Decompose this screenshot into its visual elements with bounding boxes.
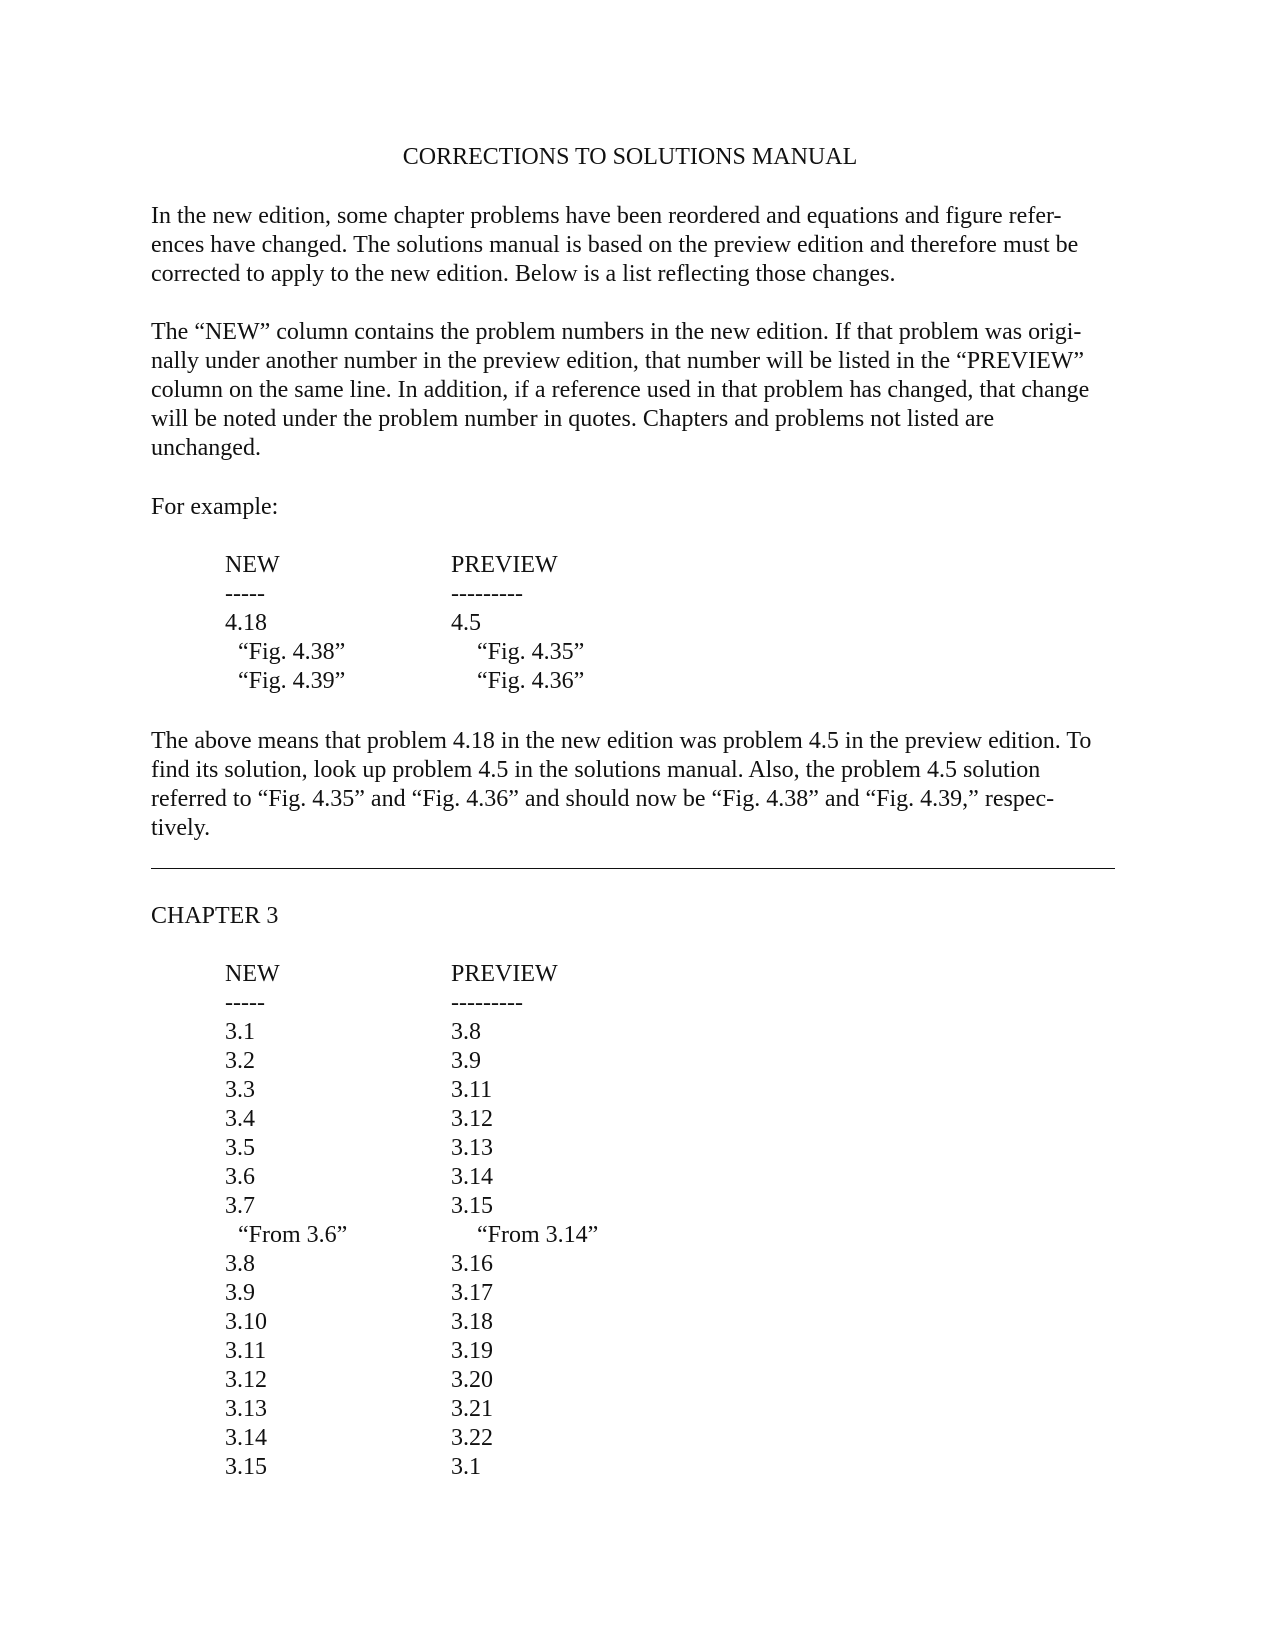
explanation-line: The “NEW” column contains the problem numbers in the new edition. If that problem was origi- (151, 319, 1082, 345)
table-header-row (225, 960, 777, 989)
column-header-preview: PREVIEW (451, 961, 558, 987)
preview-number: 3.22 (451, 1425, 493, 1451)
new-reference: “From 3.6” (238, 1222, 348, 1248)
table-row (225, 1221, 777, 1250)
explanation-line: nally under another number in the preview edition, that number will be listed in the “PREVIEW” (151, 348, 1085, 374)
preview-number: 3.11 (451, 1077, 493, 1103)
column-header-preview: PREVIEW (451, 552, 558, 578)
new-number: 3.3 (225, 1077, 255, 1103)
explanation-paragraph (151, 318, 1121, 463)
table-row (225, 1163, 777, 1192)
new-reference: “Fig. 4.39” (238, 668, 346, 694)
preview-number: 3.17 (451, 1280, 493, 1306)
preview-reference: “Fig. 4.36” (477, 668, 585, 694)
table-header-row (225, 551, 777, 580)
table-row (225, 1018, 777, 1047)
table-row (225, 1424, 777, 1453)
page-title: CORRECTIONS TO SOLUTIONS MANUAL (402, 144, 858, 170)
divider-preview: --------- (451, 990, 523, 1016)
preview-number: 3.9 (451, 1048, 481, 1074)
new-number: 3.9 (225, 1280, 255, 1306)
divider-new: ----- (225, 581, 265, 607)
explanation-line: column on the same line. In addition, if a reference used in that problem has changed, that change (151, 377, 1090, 403)
example-explanation-line: tively. (151, 815, 211, 841)
explanation-line: will be noted under the problem number in quotes. Chapters and problems not listed are (151, 406, 995, 432)
table-row (225, 1279, 777, 1308)
chapter-3-table (225, 960, 777, 1482)
table-row (225, 1134, 777, 1163)
preview-number: 4.5 (451, 610, 481, 636)
table-row (225, 1250, 777, 1279)
preview-number: 3.12 (451, 1106, 493, 1132)
preview-number: 3.20 (451, 1367, 493, 1393)
preview-number: 3.8 (451, 1019, 481, 1045)
new-number: 3.15 (225, 1454, 267, 1480)
preview-reference: “Fig. 4.35” (477, 639, 585, 665)
new-number: 3.5 (225, 1135, 255, 1161)
new-number: 3.2 (225, 1048, 255, 1074)
preview-number: 3.21 (451, 1396, 493, 1422)
table-divider-row (225, 580, 777, 609)
preview-number: 3.14 (451, 1164, 493, 1190)
divider-new: ----- (225, 990, 265, 1016)
example-label: For example: (151, 494, 279, 520)
table-row (225, 638, 777, 667)
new-number: 3.1 (225, 1019, 255, 1045)
new-number: 3.14 (225, 1425, 267, 1451)
table-row (225, 1366, 777, 1395)
new-number: 3.4 (225, 1106, 255, 1132)
preview-number: 3.18 (451, 1309, 493, 1335)
preview-number: 3.1 (451, 1454, 481, 1480)
example-explanation-line: referred to “Fig. 4.35” and “Fig. 4.36” and should now be “Fig. 4.38” and “Fig. 4.39,” respec- (151, 786, 1055, 812)
new-number: 3.13 (225, 1396, 267, 1422)
section-divider (151, 868, 1115, 869)
table-row (225, 609, 777, 638)
chapter-heading: CHAPTER 3 (151, 903, 279, 929)
table-row (225, 1192, 777, 1221)
new-number: 3.10 (225, 1309, 267, 1335)
new-number: 3.8 (225, 1251, 255, 1277)
intro-paragraph (151, 202, 1121, 289)
table-row (225, 1105, 777, 1134)
example-table (225, 551, 777, 696)
column-header-new: NEW (225, 961, 280, 987)
new-number: 3.7 (225, 1193, 255, 1219)
preview-number: 3.15 (451, 1193, 493, 1219)
intro-line: In the new edition, some chapter problems have been reordered and equations and figure refer- (151, 203, 1062, 229)
example-explanation-paragraph (151, 727, 1121, 843)
new-reference: “Fig. 4.38” (238, 639, 346, 665)
new-number: 4.18 (225, 610, 267, 636)
explanation-line: unchanged. (151, 435, 261, 461)
intro-line: corrected to apply to the new edition. Below is a list reflecting those changes. (151, 261, 896, 287)
preview-number: 3.16 (451, 1251, 493, 1277)
new-number: 3.6 (225, 1164, 255, 1190)
intro-line: ences have changed. The solutions manual is based on the preview edition and therefore must be (151, 232, 1079, 258)
table-row (225, 1308, 777, 1337)
table-row (225, 1076, 777, 1105)
preview-reference: “From 3.14” (477, 1222, 599, 1248)
table-row (225, 1395, 777, 1424)
new-number: 3.12 (225, 1367, 267, 1393)
table-row (225, 1453, 777, 1482)
preview-number: 3.13 (451, 1135, 493, 1161)
example-explanation-line: The above means that problem 4.18 in the new edition was problem 4.5 in the preview edition. To (151, 728, 1092, 754)
table-row (225, 1337, 777, 1366)
new-number: 3.11 (225, 1338, 267, 1364)
table-row (225, 1047, 777, 1076)
column-header-new: NEW (225, 552, 280, 578)
divider-preview: --------- (451, 581, 523, 607)
example-explanation-line: find its solution, look up problem 4.5 in the solutions manual. Also, the problem 4.5 solution (151, 757, 1041, 783)
table-divider-row (225, 989, 777, 1018)
table-row (225, 667, 777, 696)
preview-number: 3.19 (451, 1338, 493, 1364)
